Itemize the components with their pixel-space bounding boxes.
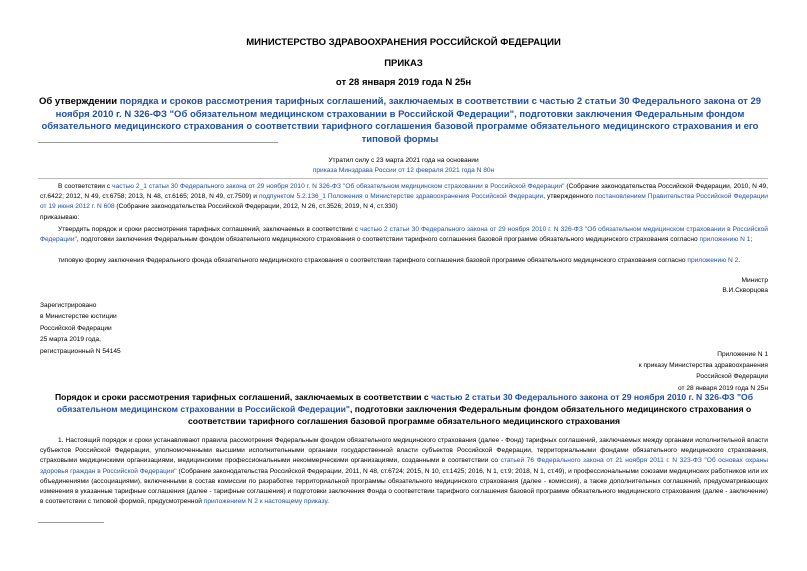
title-link[interactable]: порядка и сроков рассмотрения тарифных соглашений, заключаемых в соответствии с частью 2 статьи 30 Федерального закона от 29 ноября 2010 г. N 326-ФЗ "Об обязательном медицинском страховании в Российской Федерации", подготовки заключения Федеральным фондом обязательного медицинского страхования о соответствии тарифного соглашения базовой программе обязательного медицинского страхования и его типовой формы xyxy=(41,96,762,145)
text: (Собрание законодательства Российской Федерации, 2012, N 26, ст.3526; 2019, N 4, ст.330) xyxy=(114,203,398,211)
paragraph-form xyxy=(40,256,768,266)
text: . xyxy=(738,257,741,264)
appendix-title xyxy=(34,392,774,427)
registration-line: Российской Федерации xyxy=(40,324,112,332)
paragraph-1 xyxy=(40,436,768,507)
text: , утвержденного xyxy=(543,193,595,201)
appendix-line: Российской Федерации xyxy=(696,373,768,381)
text: (Собрание законодательства Российской Федерации, 2010, N 49, ст.6422; 2012, N 49, ст.6758; 2013, N 48, ст.6165; 2018, N 49, ст.7509) и xyxy=(40,183,768,201)
text: . xyxy=(327,498,329,506)
text: В соответствии с xyxy=(58,183,113,190)
link-law-326[interactable]: частью 2_1 статьи 30 Федерального закона от 29 ноября 2010 г. N 326-ФЗ "Об обязательном медицинском страховании в Российской Федерации" xyxy=(112,183,565,190)
lost-force-line xyxy=(0,166,807,176)
link-regulation[interactable]: подпунктом 5.2.136_1 Положения о Министерстве здравоохранения Российской Федерации xyxy=(258,193,544,201)
appendix-line: от 28 января 2019 года N 25н xyxy=(677,384,768,392)
registration-line: 25 марта 2019 года, xyxy=(40,336,101,344)
document-title xyxy=(30,96,770,146)
signature-name: В.И.Скворцова xyxy=(722,287,768,294)
order-date-number: от 28 января 2019 года N 25н xyxy=(335,77,472,88)
approve-block xyxy=(40,225,768,245)
paragraph-approve xyxy=(40,225,768,245)
divider-bottom xyxy=(38,522,104,523)
text: , подготовки заключения Федеральным фондом обязательного медицинского страхования о соответствии тарифного соглашения базовой программе обязательного медицинского страхования xyxy=(187,403,752,426)
link-appendix-2[interactable]: приложению N 2 xyxy=(687,257,739,264)
appendix-title-link[interactable]: частью 2 статьи 30 Федерального закона от 29 ноября 2010 г. N 326-ФЗ "Об обязательном медицинском страховании в Российской Федерации" xyxy=(56,392,754,414)
paragraph-basis xyxy=(40,182,768,213)
text: (Собрание законодательства Российской Федерации, 2011, N 48, ст.6724; 2015, N 10, ст.1425; 2016, N 1, ст.9; 2018, N 1, ст.49), и профессиональными союзами медицинских работников или их объединениями (ассоциациями), включенными в состав комиссии по разработке территориальной программы обязательного медицинского страхования xyxy=(40,467,768,485)
registration-line: в Министерстве юстиции xyxy=(40,313,117,321)
text: Порядок и сроки рассмотрения тарифных соглашений, заключаемых в соответствии с xyxy=(54,392,432,402)
appendix-line: Приложение N 1 xyxy=(717,351,768,358)
appendix-line: к приказу Министерства здравоохранения xyxy=(638,362,768,370)
registration-line: регистрационный N 54145 xyxy=(40,347,121,355)
link-law-323[interactable]: статьей 76 Федерального закона от 21 ноября 2011 г. N 323-ФЗ "Об основах охраны здоровья граждан в Российской Федерации" xyxy=(40,457,768,475)
signature-title: Министр xyxy=(741,277,768,284)
form-block xyxy=(40,256,768,266)
link-government-decree[interactable]: постановлением Правительства Российской Федерации от 19 июня 2012 г. N 608 xyxy=(40,193,768,211)
text: Утвердить порядок и сроки рассмотрения тарифных соглашений, заключаемых в соответствии с xyxy=(58,226,361,233)
section-1 xyxy=(40,436,768,507)
divider-notice xyxy=(38,178,768,179)
registration-block xyxy=(40,300,121,357)
registration-line: Зарегистрировано xyxy=(40,302,97,309)
order-heading: ПРИКАЗ xyxy=(384,58,423,69)
lost-force-link[interactable]: приказа Минздрава России от 12 февраля 2021 года N 80н xyxy=(312,167,495,174)
link-appendix-2-order[interactable]: приложением N 2 к настоящему приказу xyxy=(203,498,328,506)
appendix-block xyxy=(468,349,768,394)
divider-top xyxy=(38,142,278,143)
text: типовую форму заключения Федерального фонда обязательного медицинского страхования о соответствии тарифного соглашения базовой программе обязательного медицинского страхования согласно xyxy=(58,257,688,264)
preamble xyxy=(40,182,768,223)
text: ; xyxy=(750,236,753,244)
orders-word: приказываю: xyxy=(40,213,80,221)
ministry-heading: МИНИСТЕРСТВО ЗДРАВООХРАНЕНИЯ РОССИЙСКОЙ ФЕДЕРАЦИИ xyxy=(246,37,561,48)
link-appendix-1[interactable]: приложению N 1 xyxy=(699,236,751,244)
text: , подготовки заключения Федеральным фондом обязательного медицинского страхования о соответствии тарифного соглашения базовой программе обязательного медицинского страхования согласно xyxy=(76,236,700,244)
text: (далее - комиссия), а также дополнительных соглашений, предусматривающих изменения в указанные тарифные соглашения (далее - тарифные соглашения) и подготовки заключения Фонда о соответствии тарифного соглашения базовой программе обязательного медицинского страхования (далее - заключение) в соответствии с типовой формой, предусмотренной xyxy=(40,477,768,506)
title-prefix: Об утверждении xyxy=(38,96,120,107)
lost-force-text: Утратил силу с 23 марта 2021 года на основании xyxy=(328,157,479,164)
link-law-article-30[interactable]: частью 2 статьи 30 Федерального закона от 29 ноября 2010 г. N 326-ФЗ "Об обязательном медицинском страховании в Российской Федерации" xyxy=(40,226,768,244)
text: 1. Настоящий порядок и сроки устанавливают правила рассмотрения Федеральным фондом обязательного медицинского страхования (далее - Фонд) тарифных соглашений, заключаемых между органами исполнительной власти субъектов Российской Федерации, уполномоченными высшими исполнительными органами государственной власти субъектов Российской Федерации, территориальными фондами обязательного медицинского страхования, страховыми медицинскими организациями, медицинскими профессиональными некоммерческими организациями, созданными в соответствии со xyxy=(40,437,768,465)
